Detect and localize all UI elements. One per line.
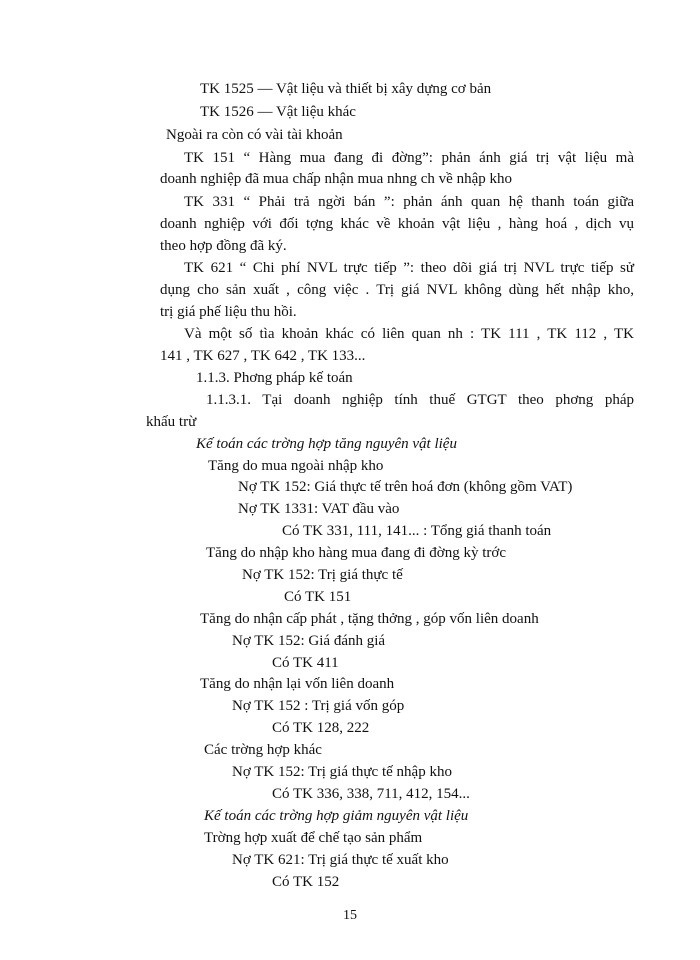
text-line: trị giá phế liệu thu hồi. [160, 304, 297, 320]
text-line: TK 1525 — Vật liệu và thiết bị xây dựng cơ bản [200, 81, 492, 97]
text-line: Có TK 336, 338, 711, 412, 154... [272, 786, 470, 802]
text-line: Nợ TK 152: Trị giá thực tế [242, 567, 403, 583]
text-line: Tăng do mua ngoài nhập kho [208, 458, 384, 474]
text-line: doanh nghiệp với đối tợng khác về khoản vật liệu , hàng hoá , dịch vụ [160, 216, 634, 232]
text-line: Có TK 152 [272, 874, 340, 890]
text-line: Có TK 331, 111, 141... : Tổng giá thanh toán [282, 523, 552, 539]
text-line: khấu trừ [146, 414, 197, 430]
text-line: Có TK 151 [284, 589, 352, 605]
text-line: doanh nghiệp đã mua chấp nhận mua nhng ch về nhập kho [160, 171, 512, 187]
text-line: Tăng do nhập kho hàng mua đang đi đờng kỳ trớc [206, 545, 506, 561]
text-line: Nợ TK 152: Giá đánh giá [232, 633, 386, 649]
text-line: Nợ TK 152: Trị giá thực tế nhập kho [232, 764, 452, 780]
subsection-heading: Kế toán các trờng hợp tăng nguyên vật liệu [196, 436, 457, 452]
text-line: theo hợp đồng đã ký. [160, 238, 287, 254]
text-line: Nợ TK 152 : Trị giá vốn góp [232, 698, 405, 714]
text-line: dụng cho sản xuất , công việc . Trị giá NVL không dùng hết nhập kho, [160, 282, 634, 298]
text-line: Nợ TK 1331: VAT đầu vào [238, 501, 400, 517]
text-line: Và một số tìa khoản khác có liên quan nh : TK 111 , TK 112 , TK [184, 326, 634, 342]
text-line: Các trờng hợp khác [204, 742, 322, 758]
text-line: Trờng hợp xuất để chế tạo sản phẩm [204, 830, 423, 846]
text-line: Nợ TK 152: Giá thực tế trên hoá đơn (không gồm VAT) [238, 479, 573, 495]
text-line: Tăng do nhận lại vốn liên doanh [200, 676, 395, 692]
text-line: Có TK 128, 222 [272, 720, 370, 736]
text-line: TK 151 “ Hàng mua đang đi đờng”: phản ánh giá trị vật liệu mà [184, 150, 634, 166]
section-heading: 1.1.3. Phơng pháp kế toán [196, 370, 353, 386]
text-line: TK 331 “ Phải trả ngời bán ”: phản ánh quan hệ thanh toán giữa [184, 194, 634, 210]
text-line: 141 , TK 627 , TK 642 , TK 133... [160, 348, 366, 364]
text-line: Ngoài ra còn có vài tài khoản [166, 127, 343, 143]
page-number: 15 [343, 908, 357, 923]
text-line: TK 1526 — Vật liệu khác [200, 104, 356, 120]
text-line: Nợ TK 621: Trị giá thực tế xuất kho [232, 852, 449, 868]
text-line: Tăng do nhận cấp phát , tặng thởng , góp vốn liên doanh [200, 611, 539, 627]
subsection-heading: Kế toán các trờng hợp giảm nguyên vật liệu [204, 808, 469, 824]
text-line: Có TK 411 [272, 655, 339, 671]
text-line: TK 621 “ Chi phí NVL trực tiếp ”: theo dõi giá trị NVL trực tiếp sử [184, 260, 634, 276]
section-heading: 1.1.3.1. Tại doanh nghiệp tính thuế GTGT theo phơng pháp [206, 392, 634, 408]
